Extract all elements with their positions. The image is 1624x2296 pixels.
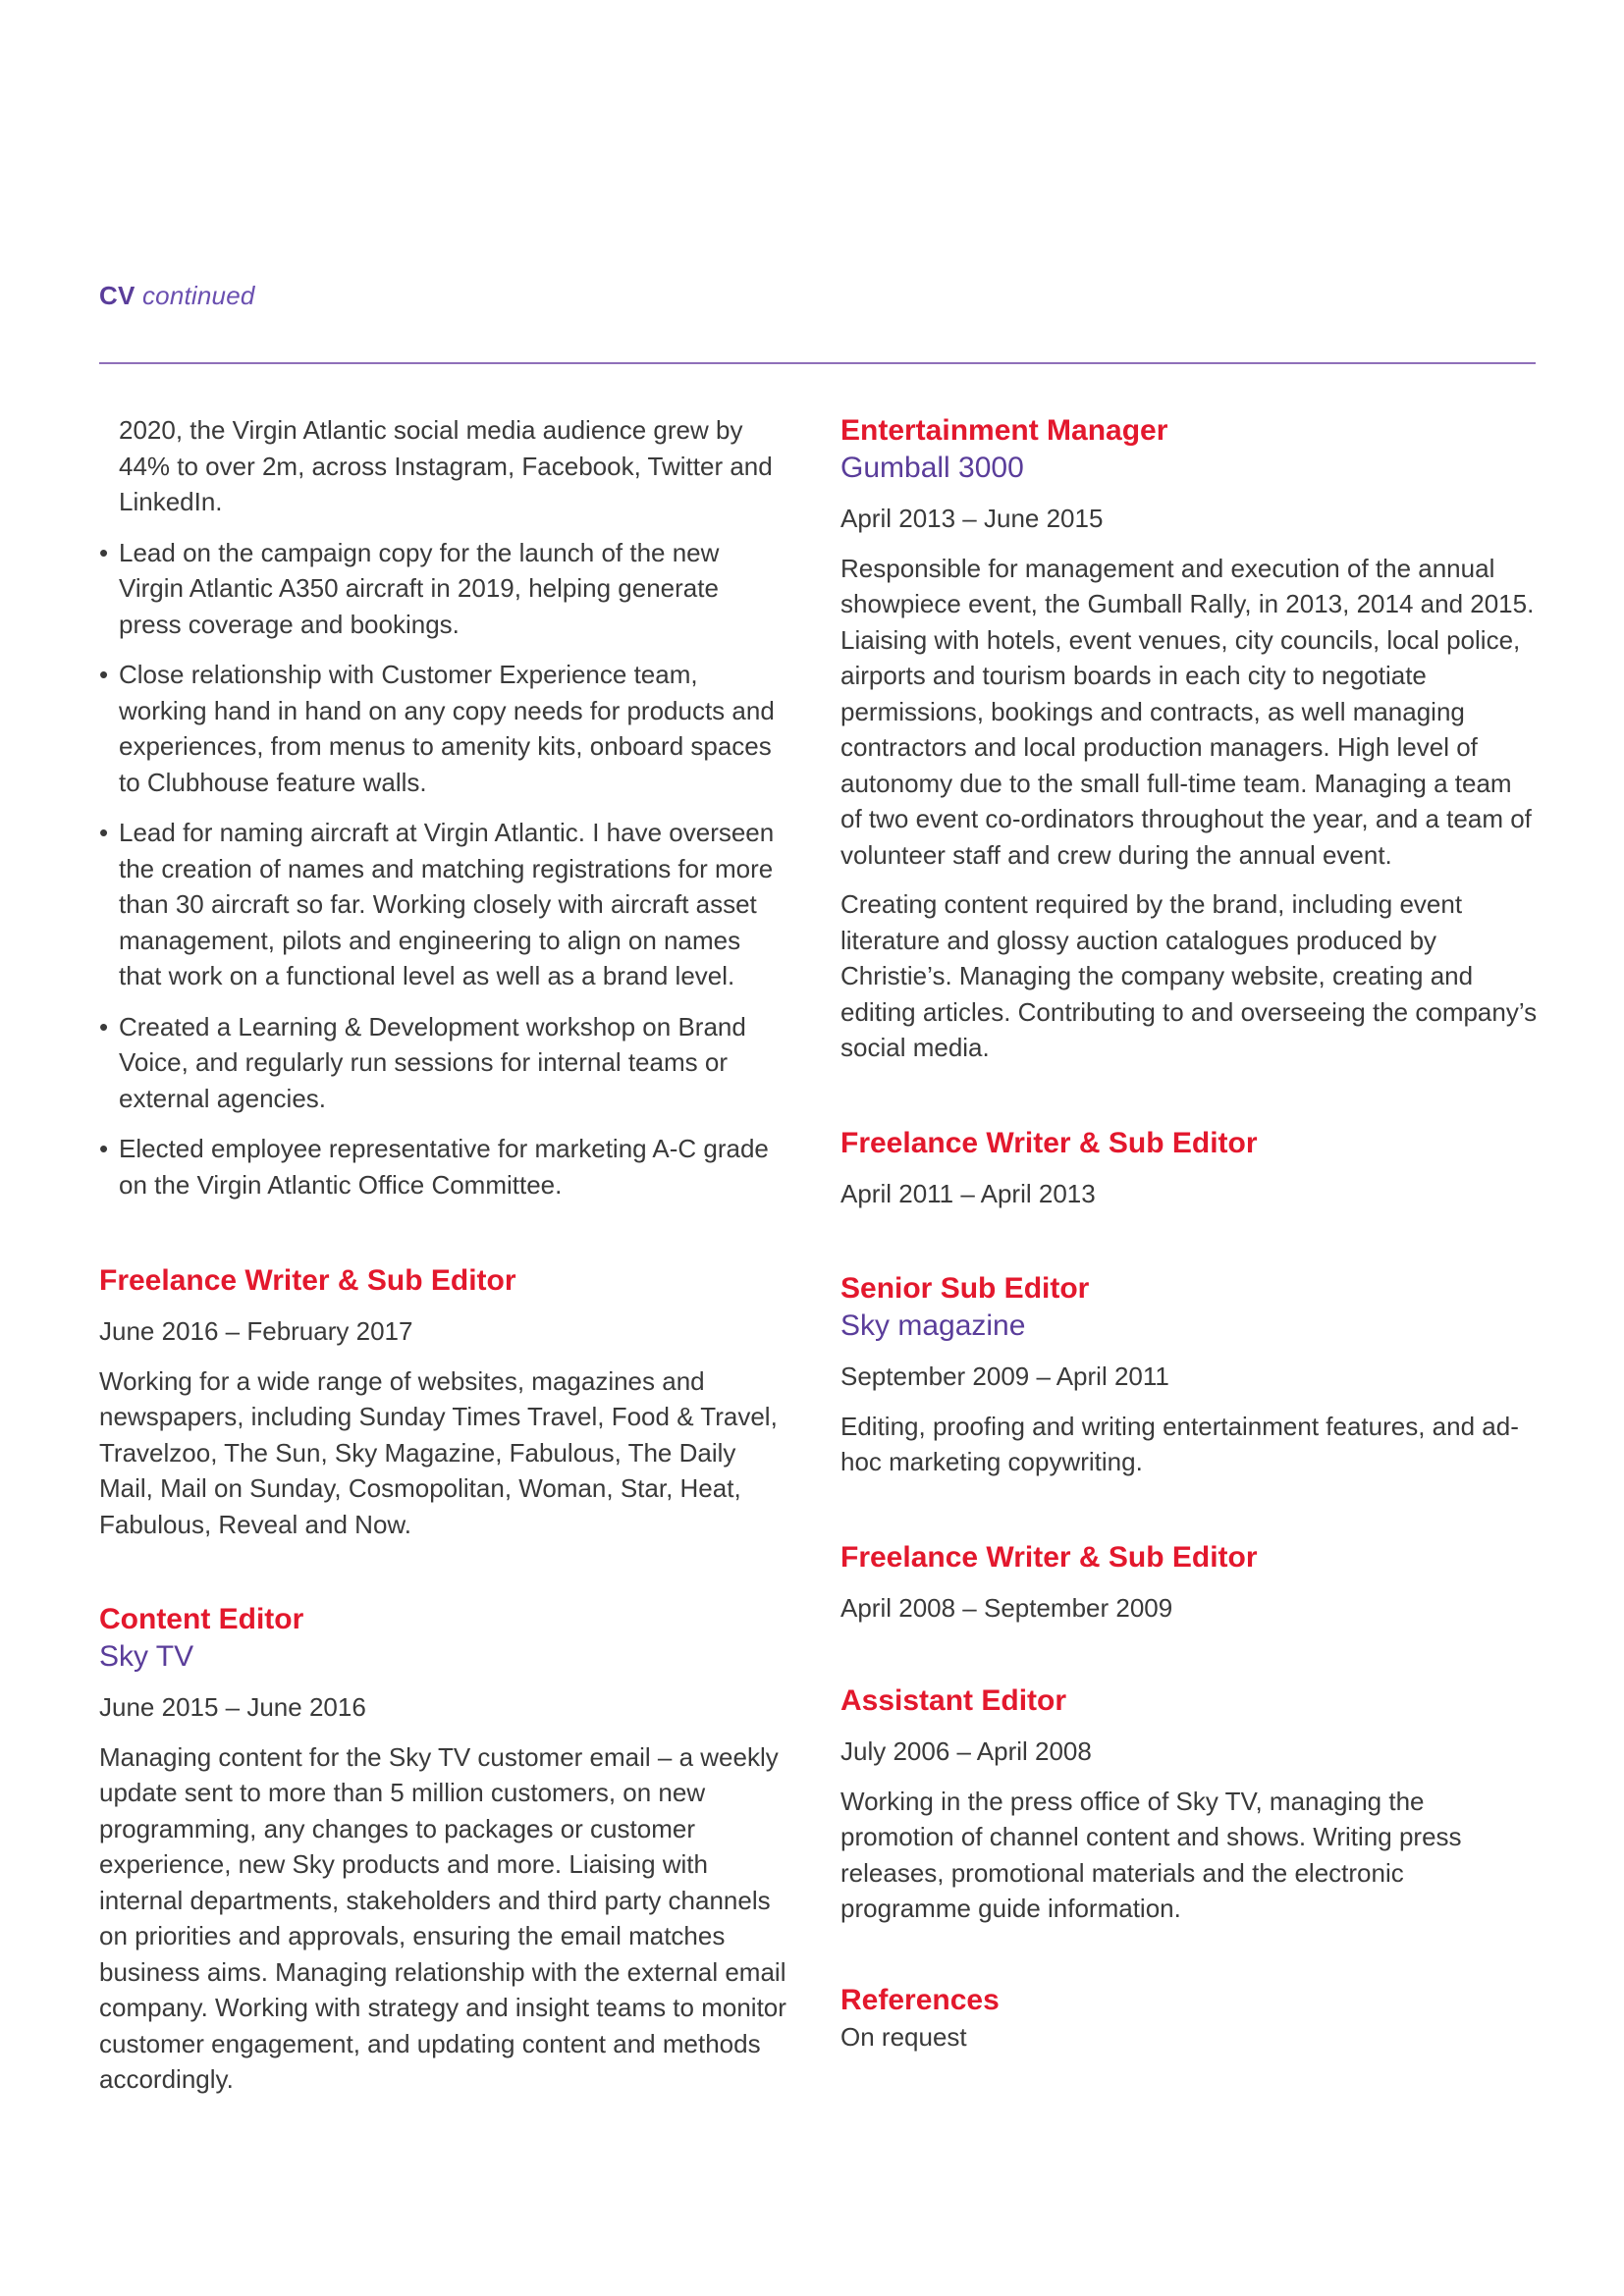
bullet-mark: • <box>99 660 109 689</box>
job-dates: April 2011 – April 2013 <box>840 1178 1096 1208</box>
job-title: Freelance Writer & Sub Editor <box>840 1540 1258 1574</box>
job-description: Editing, proofing and writing entertainment features, and ad-hoc marketing copywriting. <box>840 1411 1519 1476</box>
job-description-continued: Creating content required by the brand, including event literature and glossy auction catalogues produced by Christie’s. Managing the company website, creating and editing articles. Contributing to and overseeing the company’s social media. <box>840 889 1538 1062</box>
list-item <box>99 535 786 643</box>
job-company: Sky magazine <box>840 1309 1026 1342</box>
job-entry-content-editor <box>99 1601 786 2098</box>
header-divider <box>99 362 1536 364</box>
job-title: Entertainment Manager <box>840 414 1168 447</box>
bullet-text: Created a Learning & Development workshop on Brand Voice, and regularly run sessions for internal teams or external agencies. <box>119 1011 746 1113</box>
list-item <box>99 1009 786 1117</box>
bullet-mark: • <box>99 1134 109 1163</box>
bullet-text: Close relationship with Customer Experience team, working hand in hand on any copy needs for products and experiences, from menus to amenity kits, onboard spaces to Clubhouse feature walls. <box>119 660 775 797</box>
references-title: References <box>840 1983 1000 2016</box>
job-description: Working in the press office of Sky TV, managing the promotion of channel content and shows. Writing press releases, promotional materials and the electronic programme guide information. <box>840 1786 1462 1923</box>
job-dates: June 2015 – June 2016 <box>99 1692 366 1722</box>
bullet-continuation: 2020, the Virgin Atlantic social media audience grew by 44% to over 2m, across Instagram, Facebook, Twitter and LinkedIn. <box>119 415 773 516</box>
list-item <box>99 815 786 994</box>
cv-label: CV <box>99 281 135 310</box>
job-title: Assistant Editor <box>840 1684 1067 1717</box>
right-column <box>840 412 1538 2055</box>
job-dates: June 2016 – February 2017 <box>99 1316 413 1346</box>
job-company: Gumball 3000 <box>840 452 1024 484</box>
job-dates: July 2006 – April 2008 <box>840 1736 1092 1766</box>
job-title: Content Editor <box>99 1603 304 1635</box>
job-entry-entertainment-manager <box>840 412 1538 1066</box>
continued-label: continued <box>141 281 255 310</box>
references-section <box>840 1982 1538 2056</box>
job-description: Working for a wide range of websites, magazines and newspapers, including Sunday Times Travel, Food & Travel, Travelzoo, The Sun, Sky Magazine, Fabulous, The Daily Mail, Mail on Sunday, Cosmopolitan, Woman, Star, Heat, Fabulous, Reveal and Now. <box>99 1365 778 1539</box>
job-entry-senior-sub-editor <box>840 1270 1538 1480</box>
job-entry-freelance-2011 <box>840 1125 1538 1212</box>
left-column <box>99 412 786 2111</box>
job-company: Sky TV <box>99 1640 194 1673</box>
job-dates: September 2009 – April 2011 <box>840 1362 1169 1391</box>
bullet-mark: • <box>99 537 109 567</box>
bullet-mark: • <box>99 818 109 847</box>
bullet-text: Lead on the campaign copy for the launch of the new Virgin Atlantic A350 aircraft in 2019, helping generate press coverage and bookings. <box>119 537 720 639</box>
bullet-text: Lead for naming aircraft at Virgin Atlantic. I have overseen the creation of names and matching registrations for more than 30 aircraft so far. Working closely with aircraft asset management, pilots and engineering to align on names that work on a functional level as well as a brand level. <box>119 818 775 990</box>
job-entry-freelance-2008 <box>840 1539 1538 1627</box>
job-entry-assistant-editor <box>840 1682 1538 1927</box>
job-dates: April 2013 – June 2015 <box>840 504 1104 533</box>
list-item <box>99 1131 786 1202</box>
list-item <box>99 657 786 800</box>
bullet-mark: • <box>99 1011 109 1041</box>
bullet-text: Elected employee representative for marketing A-C grade on the Virgin Atlantic Office Committee. <box>119 1134 769 1200</box>
job-title: Freelance Writer & Sub Editor <box>99 1264 516 1297</box>
page-header <box>99 281 255 311</box>
references-text: On request <box>840 2021 967 2052</box>
job-dates: April 2008 – September 2009 <box>840 1592 1173 1623</box>
job-title: Senior Sub Editor <box>840 1272 1090 1305</box>
job-description: Managing content for the Sky TV customer email – a weekly update sent to more than 5 million customers, on new programming, any changes to packages or customer experience, new Sky products and more. Liaising with internal departments, stakeholders and third party channels on priorities and approvals, ensuring the email matches business aims. Managing relationship with the external email company. Working with strategy and insight teams to monitor customer engagement, and updating content and methods accordingly. <box>99 1741 786 2094</box>
job-title: Freelance Writer & Sub Editor <box>840 1126 1258 1159</box>
job-description: Responsible for management and execution of the annual showpiece event, the Gumball Rally, in 2013, 2014 and 2015. Liaising with hotels, event venues, city councils, local police, airports and tourism boards in each city to negotiate permissions, bookings and contracts, as well managing contractors and local production managers. High level of autonomy due to the small full-time team. Managing a team of two event co-ordinators throughout the year, and a team of volunteer staff and crew during the annual event. <box>840 553 1535 870</box>
achievements-list <box>99 535 786 1203</box>
job-entry-freelance-2016 <box>99 1262 786 1542</box>
